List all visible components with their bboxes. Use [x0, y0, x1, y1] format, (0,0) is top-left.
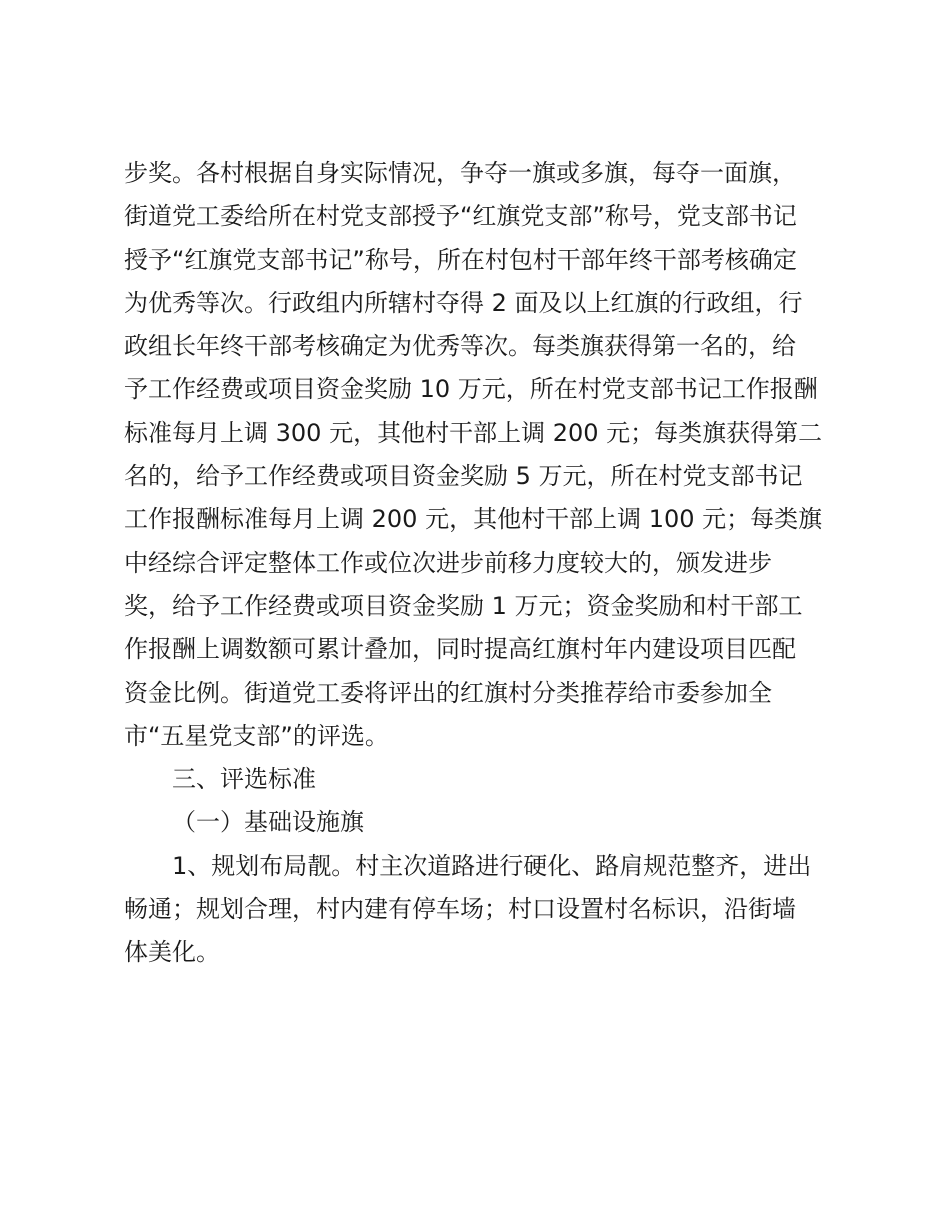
paragraph-line: 予工作经费或项目资金奖励 10 万元，所在村党支部书记工作报酬: [124, 375, 818, 404]
paragraph-line: 步奖。各村根据自身实际情况，争夺一旗或多旗，每夺一面旗，: [124, 159, 796, 187]
paragraph-line: 工作报酬标准每月上调 200 元，其他村干部上调 100 元；每类旗: [124, 505, 823, 534]
paragraph-line: 作报酬上调数额可累计叠加，同时提高红旗村年内建设项目匹配: [124, 635, 796, 664]
paragraph-line: 中经综合评定整体工作或位次进步前移力度较大的，颁发进步: [124, 548, 772, 577]
section-heading: 三、评选标准: [172, 765, 316, 794]
subsection-heading: （一）基础设施旗: [172, 808, 364, 837]
document-body: [124, 152, 844, 975]
paragraph-line: 为优秀等次。行政组内所辖村夺得 2 面及以上红旗的行政组，行: [124, 288, 803, 317]
paragraph-line: 政组长年终干部考核确定为优秀等次。每类旗获得第一名的，给: [124, 332, 796, 361]
paragraph-line: 市“五星党支部”的评选。: [124, 721, 389, 750]
paragraph-line: 奖，给予工作经费或项目资金奖励 1 万元；资金奖励和村干部工: [124, 591, 803, 620]
paragraph-line: 授予“红旗党支部书记”称号，所在村包村干部年终干部考核确定: [124, 245, 797, 274]
item-line: 畅通；规划合理，村内建有停车场；村口设置村名标识，沿街墙: [124, 895, 796, 924]
item-line: 1、规划布局靓。村主次道路进行硬化、路肩规范整齐，进出: [172, 851, 812, 880]
paragraph-line: 标准每月上调 300 元，其他村干部上调 200 元；每类旗获得第二: [124, 418, 823, 447]
item-line: 体美化。: [124, 938, 220, 967]
paragraph-line: 资金比例。街道党工委将评出的红旗村分类推荐给市委参加全: [124, 678, 772, 707]
paragraph-line: 街道党工委给所在村党支部授予“红旗党支部”称号，党支部书记: [124, 202, 797, 231]
paragraph-line: 名的，给予工作经费或项目资金奖励 5 万元，所在村党支部书记: [124, 462, 803, 491]
